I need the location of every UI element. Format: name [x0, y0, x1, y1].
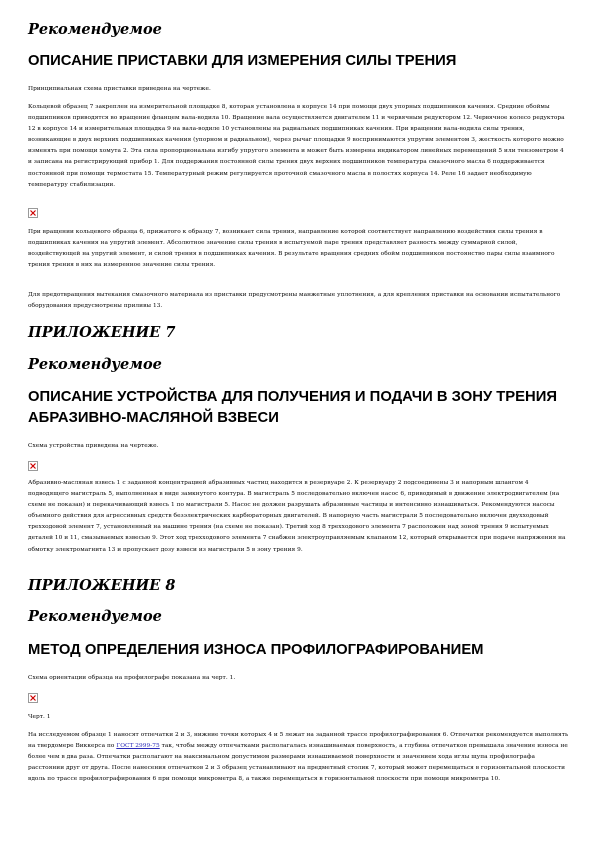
section-b-appendix: ПРИЛОЖЕНИЕ 7 [28, 324, 176, 341]
broken-image-icon [28, 461, 38, 471]
paragraph-text: На исследуемом образце 1 наносят отпечатки 2 и 3, нижние точки которых 4 и 5 лежат на заданной трассе профилографирования 6. Отпечатки рекомендуется выполнять на твердомере Виккерса по [28, 732, 569, 750]
section-a-paragraph-2: При вращении кольцевого образца 6, прижатого к образцу 7, возникает сила трения, направление которой соответствует направлению воздействия силы трения в подшипниках качения на упругий элемент. Абсолютное значение силы трения в испытуемой паре трения представляет разность между суммарной силой, воздействующей на упругий элемент, и силой трения в подшипниках качения. В результате вращения средних обойм подшипников постоянство пары силы взаимного трения трения в них на измеренное значение силы трения. [28, 229, 555, 269]
section-c-title: МЕТОД ОПРЕДЕЛЕНИЯ ИЗНОСА ПРОФИЛОГРАФИРОВАНИЕМ [28, 642, 484, 658]
section-a-title: ОПИСАНИЕ ПРИСТАВКИ ДЛЯ ИЗМЕРЕНИЯ СИЛЫ ТРЕНИЯ [28, 53, 457, 69]
broken-image-icon [28, 693, 38, 703]
gost-link[interactable]: ГОСТ 2999-75 [116, 743, 160, 750]
section-b-paragraph-1: Абразивно-масляная взвесь 1 с заданной концентрацией абразивных частиц находится в резервуаре 2. К резервуару 2 подсоединены 3 и напорным шлангом 4 подводящего магистраль 5, выполненная в виде замкнутого контура. В магистраль 5 последовательно включен насос 6, приводимый в движение электродвигателем (на схеме не показан) и перекачивающий взвесь 1 по магистрали 5. Насос не должен разрушать абразивные частицы и интенсивно изнашиваться. Рекомендуются насосы объемного действия для агрессивных средств безэлектрических карбюраторных двигателей. В напорную часть магистрали 5 последовательно включен двухходовый трехходовой элемент 7, установленный на машине трения (на схеме не показан). Третий ход 8 трехходового элемента 7 расположен над зоной трения 9 испытуемых деталей 10 и 11, смазываемых взвесью 9. Этот ход трехходового элемента 7 снабжен электроуправляемым клапаном 12, который открывается при подаче напряжения на обмотку электромагнита 13 и пропускает дозу взвеси из магистрали 5 в зону трения 9. [28, 480, 566, 553]
section-c-intro: Схема ориентации образца на профилографе показана на черт. 1. [28, 675, 236, 681]
section-b-title: ОПИСАНИЕ УСТРОЙСТВА ДЛЯ ПОЛУЧЕНИЯ И ПОДАЧИ В ЗОНУ ТРЕНИЯ АБРАЗИВНО-МАСЛЯНОЙ ВЗВЕСИ [28, 389, 557, 426]
section-b-intro: Схема устройства приведена на чертеже. [28, 443, 159, 449]
figure-caption: Черт. 1 [28, 714, 51, 720]
section-a-paragraph-3: Для предотвращения вытекания смазочного материала из приставки предусмотрены манжетные уплотнения, а для крепления приставки на основании испытательного оборудования предусмотрены приливы 13. [28, 292, 561, 310]
section-b-recommended: Рекомендуемое [28, 356, 162, 373]
section-a-intro: Принципиальная схема приставки приведена на чертеже. [28, 86, 211, 92]
section-a-paragraph-1: Кольцевой образец 7 закреплен на измерительной площадке 8, которая установлена в корпусе 14 при помощи двух упорных подшипников качения. Средние обоймы подшипников приводятся во вращение фланцем вала-водила 10. Вращение вала осуществляется двигателем 11 и червячным редуктором 12. Червячное колесо редуктора 12 в корпусе 14 и измерительная площадка 9 на вала-водиле 10 установлены на радиальных подшипниках качения. При вращении вала-водила силы трения, возникающие в двух верхних подшипниках качения (упорном и радиальном), через рычаг площадки 9 воспринимаются упругим элементом 3, жесткость которого можно изменять при помощи хомута 2. Эта сила пропорциональна изгибу упругого элемента и может быть измерена индикатором линейных перемещений 5 или тензометром 4 и записана на регистрирующий прибор 1. Для поддержания постоянной силы трения двух верхних подшипников температура смазочного масла 6 поддерживается постоянной при помощи термостата 15. Температурный режим регулируется проточной смазочного масла в полостях корпуса 14. Реле 16 задает необходимую температуру стабилизации. [28, 104, 565, 188]
broken-image-icon [28, 208, 38, 218]
section-c-recommended: Рекомендуемое [28, 608, 162, 625]
section-c-paragraph-1 [28, 730, 569, 785]
paragraph-text: так, чтобы между отпечатками располагалась изнашиваемая поверхность, а глубина отпечатков превышала значение износа не более чем в два раза. Отпечатки располагают на максимальном допустимом размерами изнашиваемой поверхности и значением хода иглы щупа профилографа расстоянии друг от друга. После нанесения отпечатков 2 и 3 образец устанавливают на предметный столик 7, который может перемещаться в горизонтальной плоскости вдоль по трассе профилографирования 6 при помощи микрометра 8, а также перемещаться в горизонтальной плоскости при помощи микрометра 10. [28, 743, 568, 783]
section-a-recommended: Рекомендуемое [28, 21, 162, 38]
section-c-appendix: ПРИЛОЖЕНИЕ 8 [28, 577, 176, 594]
